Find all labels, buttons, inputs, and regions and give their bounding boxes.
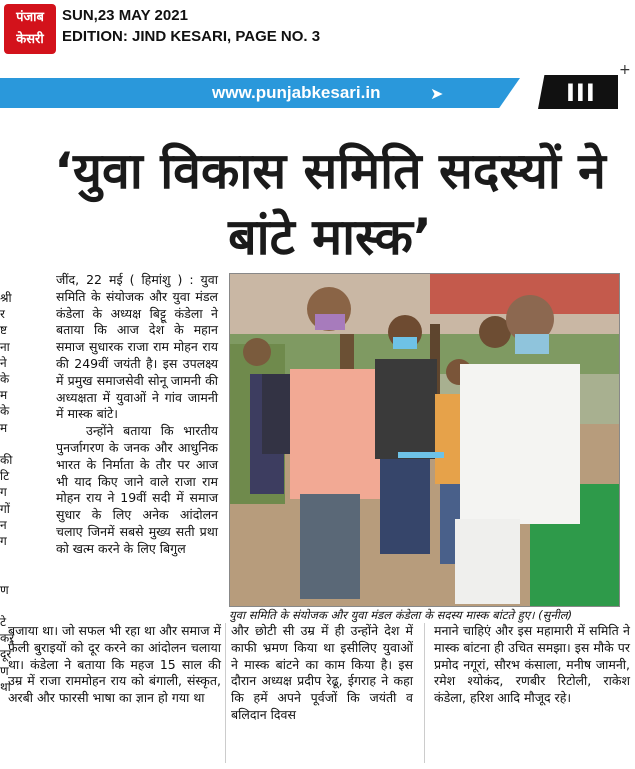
issue-date: SUN,23 MAY 2021	[62, 7, 188, 24]
fragment-line	[0, 436, 18, 452]
article-paragraph-2: उन्होंने बताया कि भारतीय पुनर्जागरण के जनक और आधुनिक भारत के निर्माता के तौर पर आज भी याद किए जाने वाले राजा राम मोहन राय ने 19वीं सदी में समाज सुधार के लिए अनेक आंदोलन चलाए जिनमें सबसे मुख्य सती प्रथा को खत्म करने के लिए बिगुल	[56, 423, 218, 556]
fragment-line: था	[0, 679, 11, 694]
fragment-line: के	[0, 404, 10, 419]
article-column-4: मनाने चाहिएं और इस महामारी में समिति ने मास्क बांटना ही उचित समझा। इस मौके पर प्रमोद नगूरां, सौरभ कंसाला, मनीष जामनी, रमेश श्योकंद, रणबीर रिटोली, राकेश कंडेला, हरिश आदि मौजूद रहे।	[434, 623, 630, 706]
column-divider	[424, 623, 425, 763]
website-url[interactable]: www.punjabkesari.in	[212, 83, 381, 102]
fragment-line: श्री	[0, 291, 12, 305]
fragment-line	[0, 598, 18, 614]
mouse-cursor-icon: ➤	[430, 84, 444, 103]
logo-line-2: केसरी	[16, 32, 44, 47]
fragment-line: कर	[0, 631, 15, 646]
article-column-2: बजाया था। जो सफल भी रहा था और समाज में फैली बुराइयों को दूर करने का आंदोलन चलाया था। कंडेला ने बताया कि महज 15 साल की उम्र में राजा राममोहन राय को बंगाली, संस्कृत, अरबी और फारसी भाषा का ज्ञान हो गया था	[8, 623, 221, 706]
fragment-line: ण	[0, 582, 9, 597]
fragment-line	[0, 565, 18, 581]
crosshair-icon: +	[619, 62, 631, 78]
fragment-line: ण	[0, 663, 9, 678]
fragment-line: ना	[0, 339, 10, 354]
fragment-line: दूर	[0, 647, 12, 662]
article-column-3: और छोटी सी उम्र में ही उन्होंने देश में काफी भ्रमण किया था इसीलिए युवाओं ने मास्क बांटने का काम किया है। इस दौरान अध्यक्ष प्रदीप रेढू, ईगराह ने कहा कि हमें अपने पूर्वजों कि जयंती व बलिदान दिवस	[231, 623, 413, 722]
fragment-line: म	[0, 420, 8, 435]
article-headline: ‘युवा विकास समिति सदस्यों ने बांटे मास्क’	[54, 142, 606, 266]
photo-caption: युवा समिति के संयोजक और युवा मंडल कंडेला के सदस्य मास्क बांटते हुए। (सुनील)	[229, 608, 573, 622]
column-divider	[225, 623, 226, 763]
fragment-line: ने	[0, 355, 7, 370]
fragment-line: र	[0, 307, 5, 322]
article-paragraph-1: जींद, 22 मई ( हिमांशु ) : युवा समिति के संयोजक और युवा मंडल कंडेला के अध्यक्ष बिट्टू कंडेला ने बताया कि आज देश के महान समाज सुधारक राजा राम मोहन राय की 249वीं जयंती है। इस उपलक्ष्य में प्रमुख समाजसेवी सोनू जामनी की अध्यक्षता में युवाओं ने गांव जामनी में मास्क बांटे।	[56, 272, 218, 422]
fragment-line: गों	[0, 501, 10, 516]
fragment-line: म	[0, 388, 8, 403]
edition-info: EDITION: JIND KESARI, PAGE NO. 3	[62, 28, 321, 45]
fragment-line: की	[0, 453, 13, 468]
article-column-1	[56, 272, 218, 558]
fragment-line: ष्ट	[0, 323, 8, 338]
fragment-line: न	[0, 517, 7, 532]
punjab-kesari-logo	[4, 4, 56, 54]
menu-bars-icon[interactable]: III	[566, 79, 596, 107]
newspaper-header	[0, 0, 635, 66]
logo-line-1: पंजाब	[16, 10, 44, 25]
fragment-line: ग	[0, 534, 7, 549]
photo-illustration	[230, 274, 619, 606]
fragment-line: टे	[0, 615, 7, 630]
fragment-line: के	[0, 372, 10, 387]
fragment-line: ग	[0, 485, 7, 500]
article-photo	[229, 273, 620, 607]
fragment-line	[0, 549, 18, 565]
fragment-line: टि	[0, 469, 10, 484]
